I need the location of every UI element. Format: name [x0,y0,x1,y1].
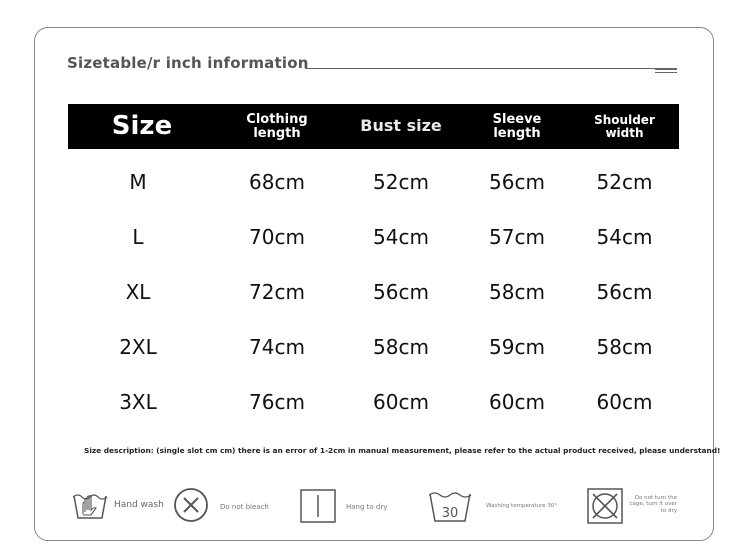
no-tumble-dry-icon [587,488,623,524]
table-row [68,319,679,374]
header-sleeve-length: Sleeve length [492,111,542,141]
menu-lines-icon [655,69,677,77]
cell-shoulder-width: 56cm [596,279,653,304]
cell-bust-size: 56cm [373,279,429,304]
cell-bust-size: 60cm [373,389,429,414]
cell-shoulder-width: 60cm [596,389,653,414]
size-table [68,104,679,429]
cell-sleeve-length: 58cm [489,279,545,304]
hand-wash-label: Hand wash [114,500,164,510]
hang-dry-label: Hang to dry [346,503,388,511]
wash-temperature-label: Washing temperature 30° [486,503,558,509]
cell-size: XL [125,279,151,304]
no-tumble-dry-label: Do not turn the cage, turn it over to dry [629,495,677,514]
wash-temperature-value: 30 [441,506,459,521]
cell-sleeve-length: 56cm [489,169,545,194]
table-row [68,374,679,429]
heading-divider [305,68,677,69]
cell-sleeve-length: 60cm [489,389,545,414]
cell-shoulder-width: 58cm [596,334,653,359]
header-bust-size: Bust size [360,116,442,136]
cell-size: M [129,169,147,194]
cell-sleeve-length: 57cm [489,224,545,249]
cell-clothing-length: 70cm [249,224,305,249]
table-row [68,264,679,319]
cell-size: 2XL [119,334,157,359]
header-shoulder-width: Shoulder width [594,112,655,140]
cell-sleeve-length: 59cm [489,334,545,359]
page-title: Sizetable/r inch information [67,54,309,72]
cell-bust-size: 54cm [373,224,429,249]
cell-size: L [132,224,144,249]
cell-bust-size: 58cm [373,334,429,359]
cell-clothing-length: 76cm [249,389,305,414]
header-size: Size [111,110,173,141]
wash-temperature-icon [428,489,472,523]
table-header [68,104,679,149]
no-bleach-label: Do not bleach [220,503,269,511]
table-row [68,154,679,209]
cell-clothing-length: 74cm [249,334,305,359]
cell-clothing-length: 72cm [249,279,305,304]
hand-wash-icon [72,490,108,522]
cell-size: 3XL [119,389,157,414]
cell-clothing-length: 68cm [249,169,305,194]
cell-shoulder-width: 54cm [596,224,653,249]
cell-shoulder-width: 52cm [596,169,653,194]
table-row [68,209,679,264]
size-description: Size description: (single slot cm cm) there is an error of 1-2cm in manual measurement, please refer to the actual product received, please understand! [84,446,721,455]
header-clothing-length: Clothing length [246,111,308,141]
no-bleach-icon [173,487,209,523]
hang-dry-icon [300,489,336,523]
cell-bust-size: 52cm [373,169,429,194]
